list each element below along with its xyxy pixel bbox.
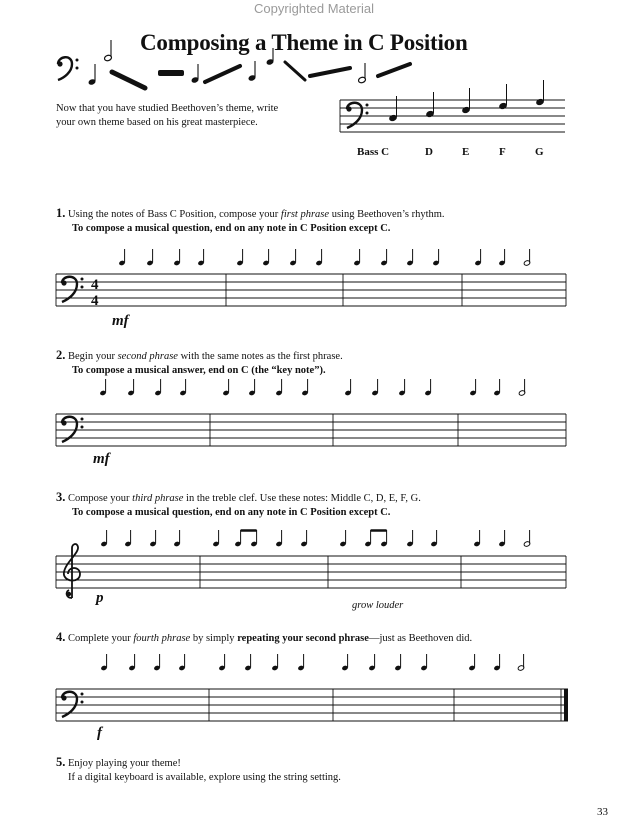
note-d bbox=[425, 92, 435, 118]
expression-marking: grow louder bbox=[352, 600, 404, 611]
rhythm-note bbox=[398, 379, 405, 396]
staff-2 bbox=[56, 414, 566, 446]
flying-note-icon bbox=[248, 61, 257, 82]
rhythm-note bbox=[178, 654, 185, 671]
note-label-bass-c: Bass C bbox=[357, 146, 390, 158]
whistle-icon bbox=[158, 70, 184, 76]
rhythm-row-1 bbox=[118, 249, 530, 266]
note-label-f: F bbox=[499, 146, 506, 158]
rhythm-note bbox=[432, 249, 439, 266]
rhythm-note bbox=[371, 379, 378, 396]
intro-line: your own theme based on his great masterpiece. bbox=[56, 117, 258, 128]
dynamic-marking: f bbox=[97, 725, 102, 741]
rhythm-note bbox=[406, 249, 413, 266]
step-4-instruction: 4. Complete your fourth phrase by simply repeating your second phrase—just as Beethoven did. bbox=[56, 630, 473, 644]
rhythm-half-note bbox=[518, 379, 525, 396]
treble-clef-icon bbox=[64, 544, 80, 598]
step-subinstruction: To compose a musical answer, end on C (the “key note”). bbox=[72, 365, 326, 376]
rhythm-half-note bbox=[517, 654, 524, 671]
rhythm-note bbox=[118, 249, 125, 266]
rhythm-note bbox=[124, 530, 131, 547]
rhythm-note bbox=[128, 654, 135, 671]
staff-1 bbox=[56, 274, 566, 309]
rhythm-note bbox=[339, 530, 346, 547]
intro-line: Now that you have studied Beethoven’s theme, write bbox=[56, 103, 279, 114]
step-1-instruction: 1. Using the notes of Bass C Position, compose your first phrase using Beethoven’s rhythm. To compose a musical question, end on any note in C Position except C. bbox=[56, 206, 445, 234]
rhythm-row-4 bbox=[100, 654, 524, 671]
rhythm-note bbox=[368, 654, 375, 671]
rhythm-note bbox=[380, 249, 387, 266]
rhythm-note bbox=[100, 530, 107, 547]
step-subinstruction: To compose a musical question, end on any note in C Position except C. bbox=[72, 223, 391, 234]
beamed-eighths bbox=[364, 530, 387, 547]
note-label-e: E bbox=[462, 146, 470, 158]
rhythm-note bbox=[341, 654, 348, 671]
clarinet-icon bbox=[205, 66, 240, 82]
dynamic-marking: mf bbox=[112, 313, 129, 329]
rhythm-note bbox=[315, 249, 322, 266]
flute-icon bbox=[112, 72, 145, 88]
rhythm-note bbox=[153, 654, 160, 671]
rhythm-note bbox=[127, 379, 134, 396]
rhythm-note bbox=[394, 654, 401, 671]
staff-4 bbox=[56, 689, 568, 721]
flying-note-icon bbox=[191, 64, 200, 84]
note-f bbox=[498, 84, 508, 110]
recorder-icon bbox=[285, 62, 305, 80]
rhythm-note bbox=[498, 249, 505, 266]
rhythm-note bbox=[424, 379, 431, 396]
rhythm-note bbox=[297, 654, 304, 671]
oboe-icon bbox=[378, 64, 410, 76]
piccolo-icon bbox=[310, 68, 350, 76]
rhythm-note bbox=[248, 379, 255, 396]
rhythm-half-note bbox=[523, 530, 530, 547]
final-barline bbox=[564, 689, 568, 721]
rhythm-note bbox=[468, 654, 475, 671]
step-number: 2. bbox=[56, 348, 66, 362]
rhythm-note bbox=[430, 530, 437, 547]
flying-note-icon bbox=[88, 64, 97, 86]
time-signature bbox=[91, 277, 99, 309]
rhythm-note bbox=[146, 249, 153, 266]
page-title: Composing a Theme in C Position bbox=[140, 30, 468, 55]
rhythm-note bbox=[179, 379, 186, 396]
flying-note-icon bbox=[104, 40, 113, 62]
rhythm-note bbox=[236, 249, 243, 266]
rhythm-note bbox=[271, 654, 278, 671]
svg-text:4: 4 bbox=[91, 277, 99, 293]
bass-c-position-staff bbox=[340, 80, 565, 132]
step-number: 3. bbox=[56, 490, 66, 504]
watermark: Copyrighted Material bbox=[254, 1, 374, 16]
intro-text bbox=[56, 102, 336, 130]
rhythm-note bbox=[275, 379, 282, 396]
rhythm-note bbox=[99, 379, 106, 396]
page-number: 33 bbox=[597, 806, 608, 818]
rhythm-note bbox=[300, 530, 307, 547]
rhythm-note bbox=[498, 530, 505, 547]
note-e bbox=[461, 88, 471, 114]
note-g bbox=[535, 80, 545, 106]
rhythm-note bbox=[173, 249, 180, 266]
rhythm-row-2 bbox=[99, 379, 525, 396]
rhythm-half-note bbox=[523, 249, 530, 266]
step-2-instruction: 2. Begin your second phrase with the same notes as the first phrase. To compose a musical answer, end on C (the “key note”). bbox=[56, 348, 343, 376]
dynamic-marking: mf bbox=[93, 451, 110, 467]
rhythm-note bbox=[353, 249, 360, 266]
step-3-instruction: 3. Compose your third phrase in the treble clef. Use these notes: Middle C, D, E, F, G. To compose a musical question, end on any note in C Position except C. bbox=[56, 490, 421, 518]
rhythm-note bbox=[100, 654, 107, 671]
rhythm-note bbox=[474, 249, 481, 266]
rhythm-note bbox=[197, 249, 204, 266]
rhythm-note bbox=[406, 530, 413, 547]
rhythm-note bbox=[218, 654, 225, 671]
rhythm-note bbox=[149, 530, 156, 547]
rhythm-note bbox=[420, 654, 427, 671]
staff-3 bbox=[56, 544, 566, 598]
rhythm-note bbox=[262, 249, 269, 266]
dynamic-marking: p bbox=[96, 590, 104, 606]
rhythm-note bbox=[244, 654, 251, 671]
note-label-d: D bbox=[425, 146, 433, 158]
rhythm-note bbox=[344, 379, 351, 396]
bass-clef-icon bbox=[57, 57, 78, 80]
svg-text:4: 4 bbox=[91, 293, 99, 309]
rhythm-note bbox=[222, 379, 229, 396]
step-subinstruction: To compose a musical question, end on any note in C Position except C. bbox=[72, 507, 391, 518]
step-number: 4. bbox=[56, 630, 66, 644]
step-number: 5. bbox=[56, 755, 66, 769]
rhythm-note bbox=[473, 530, 480, 547]
flying-note-icon bbox=[358, 63, 367, 84]
rhythm-note bbox=[301, 379, 308, 396]
step-number: 1. bbox=[56, 206, 66, 220]
rhythm-note bbox=[154, 379, 161, 396]
rhythm-note bbox=[493, 379, 500, 396]
rhythm-note bbox=[173, 530, 180, 547]
rhythm-row-3 bbox=[100, 530, 530, 547]
rhythm-note bbox=[275, 530, 282, 547]
beamed-eighths bbox=[234, 530, 257, 547]
step-5-instruction: 5. Enjoy playing your theme! If a digital keyboard is available, explore using the string setting. bbox=[56, 755, 341, 783]
rhythm-note bbox=[289, 249, 296, 266]
rhythm-note bbox=[469, 379, 476, 396]
note-label-g: G bbox=[535, 146, 544, 158]
rhythm-note bbox=[493, 654, 500, 671]
rhythm-note bbox=[212, 530, 219, 547]
step-subinstruction: If a digital keyboard is available, explore using the string setting. bbox=[68, 772, 341, 783]
